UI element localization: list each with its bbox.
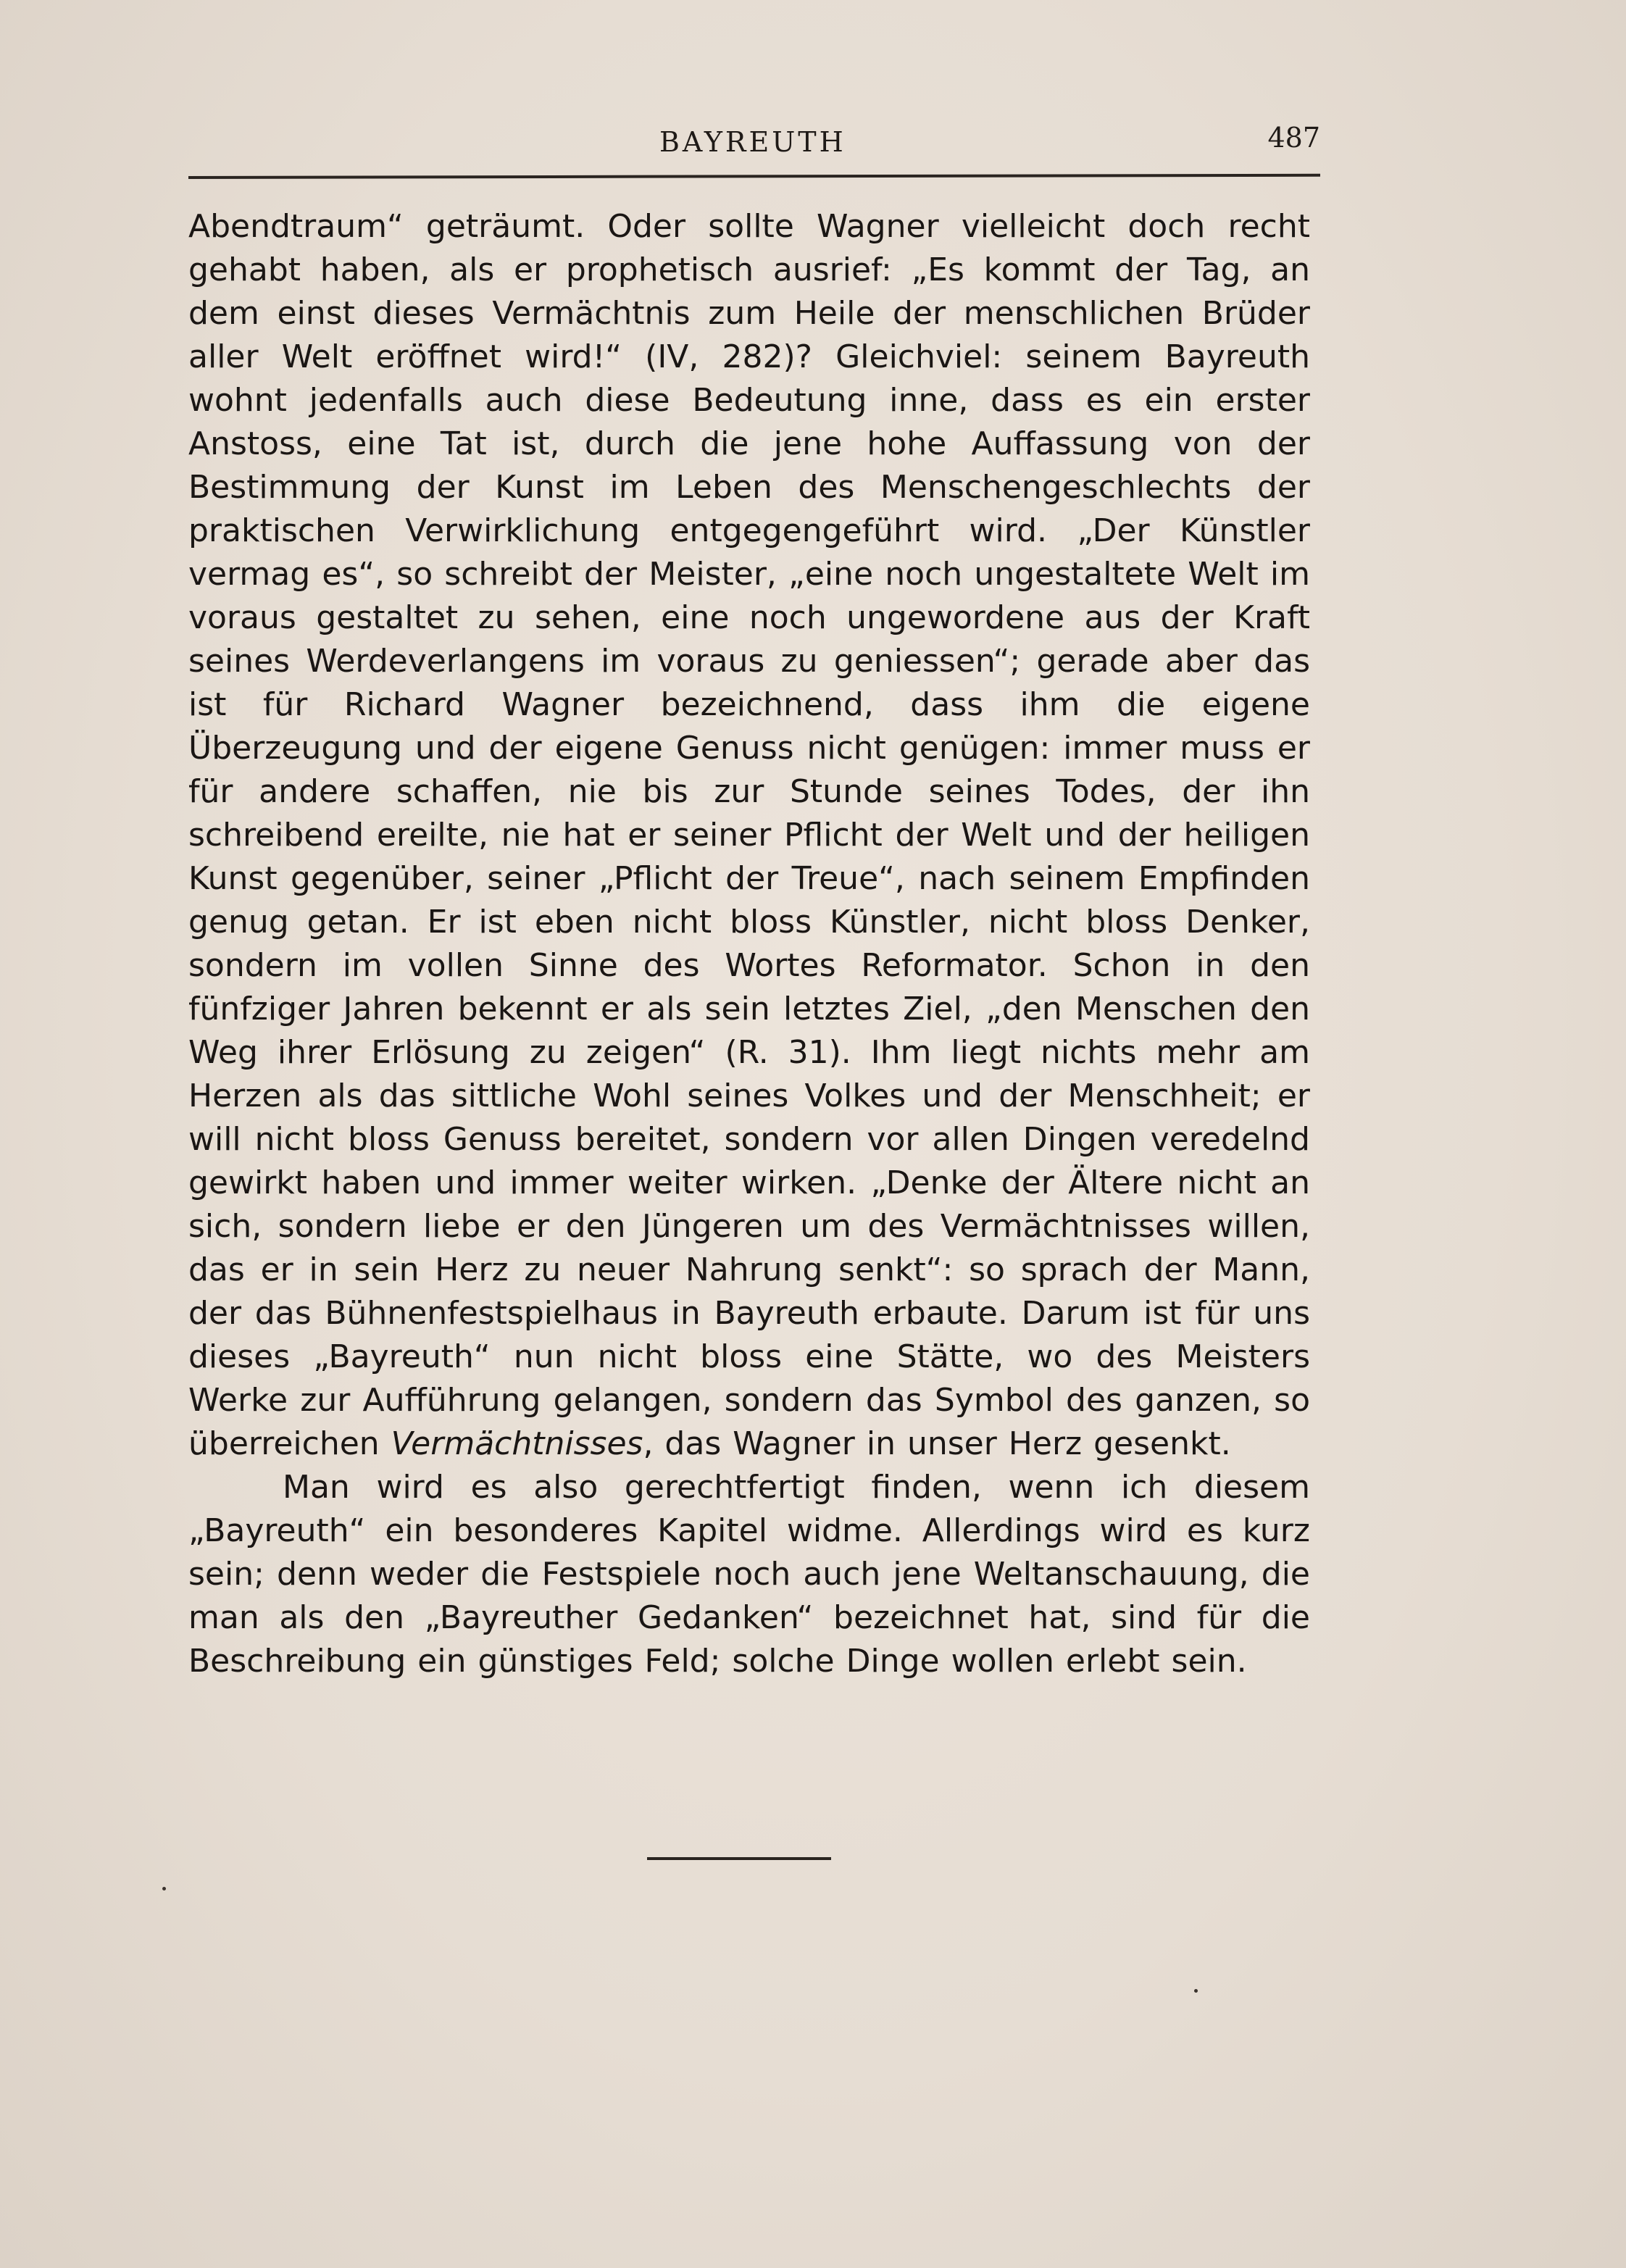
paragraph-1: [188, 205, 1310, 1466]
paragraph-2: Man wird es also gerechtfertigt finden, wenn ich diesem „Bayreuth“ ein besonderes Kapitel widme. Allerdings wird es kurz sein; denn weder die Festspiele noch auch jene Weltanschauung, die man als den „Bayreuther Gedanken“ bezeichnet hat, sind für die Beschreibung ein günstiges Feld; solche Dinge wollen erlebt sein.: [188, 1469, 1310, 1680]
paper-speck: [1194, 1989, 1198, 1993]
section-end-rule: [647, 1857, 831, 1860]
paragraph-1-part-2: , das Wagner in unser Herz gesenkt.: [643, 1425, 1231, 1462]
running-header: [188, 122, 1320, 165]
paragraph-1-italic: Vermächtnisses: [391, 1425, 643, 1462]
header-rule: [188, 174, 1320, 179]
paper-speck: [162, 1887, 166, 1890]
page-number: 487: [1267, 122, 1320, 154]
paragraph-1-part-1: Abendtraum“ geträumt. Oder sollte Wagner vielleicht doch recht gehabt haben, als er prophetisch ausrief: „Es kommt der Tag, an dem einst dieses Vermächtnis zum Heile der menschlichen Brüder aller Welt eröffnet wird!“ (IV, 282)? Gleichviel: seinem Bayreuth wohnt jedenfalls auch diese Bedeutung inne, dass es ein erster Anstoss, eine Tat ist, durch die jene hohe Auffassung von der Bestimmung der Kunst im Leben des Menschengeschlechts der praktischen Verwirklichung entgegengeführt wird. „Der Künstler vermag es“, so schreibt der Meister, „eine noch ungestaltete Welt im voraus gestaltet zu sehen, eine noch ungewordene aus der Kraft seines Werdeverlangens im voraus zu geniessen“; gerade aber das ist für Richard Wagner bezeichnend, dass ihm die eigene Überzeugung und der eigene Genuss nicht genügen: immer muss er für andere schaffen, nie bis zur Stunde seines Todes, der ihn schreibend ereilte, nie hat er seiner Pflicht der Welt und der heiligen Kunst gegenüber, seiner „Pflicht der Treue“, nach seinem Empfinden genug getan. Er ist eben nicht bloss Künstler, nicht bloss Denker, sondern im vollen Sinne des Wortes Reformator. Schon in den fünfziger Jahren bekennt er als sein letztes Ziel, „den Menschen den Weg ihrer Erlösung zu zeigen“ (R. 31). Ihm liegt nichts mehr am Herzen als das sittliche Wohl seines Volkes und der Menschheit; er will nicht bloss Genuss bereitet, sondern vor allen Dingen veredelnd gewirkt haben und immer weiter wirken. „Denke der Ältere nicht an sich, sondern liebe er den Jüngeren um des Vermächtnisses willen, das er in sein Herz zu neuer Nahrung senkt“: so sprach der Mann, der das Bühnenfestspielhaus in Bayreuth erbaute. Darum ist für uns dieses „Bayreuth“ nun nicht bloss eine Stätte, wo des Meisters Werke zur Aufführung gelangen, sondern das Symbol des ganzen, so überreichen: [188, 208, 1310, 1462]
running-title: BAYREUTH: [659, 126, 846, 158]
body-text: [188, 205, 1310, 1683]
